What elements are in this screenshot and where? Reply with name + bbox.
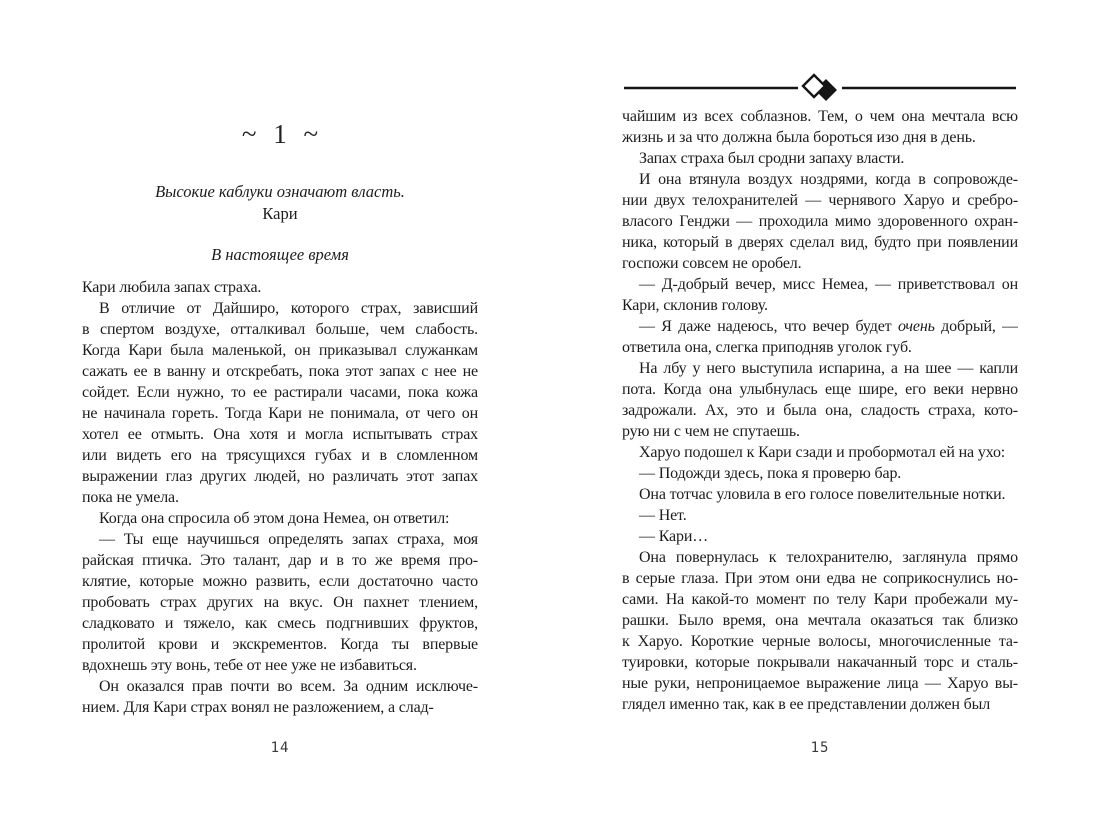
text-line-content: власого Генджи — проходила мимо здоровенного охран- [622,213,1018,230]
text-line-content: — Ты еще научишься определять запах страха, моя [99,531,478,548]
text-line [82,592,478,613]
text-line-content: — Нет. [639,507,687,524]
text-line [622,358,1018,379]
text-line-content: глядел именно так, как в ее представлении должен был [622,696,991,713]
text-line-content: пота. Когда она улыбнулась еще шире, его веки нервно [622,381,1018,398]
text-line-content: в спертом воздухе, отталкивал больше, чем слабость. [82,321,478,338]
text-line [622,673,1018,694]
text-line-content: сладковато и тяжело, как смесь подгнивших фруктов, [82,615,478,632]
text-line-content: На лбу у него выступила испарина, а на шее — капли [639,360,1018,377]
text-line [82,466,478,487]
text-line [82,550,478,571]
page-right [622,0,1018,825]
text-line-content: Когда она спросила об этом дона Немеа, он ответил: [99,510,450,527]
text-line-content: И она втянула воздух ноздрями, когда в сопровожде- [639,171,1018,188]
text-line-content: сойдет. Если нужно, то ее растирали часами, пока кожа [82,384,478,401]
section-divider-ornament [622,72,1018,104]
text-line [82,424,478,445]
text-line-content: Запах страха был сродни запаху власти. [639,150,905,167]
section-heading: В настоящее время [211,245,349,264]
text-line [622,211,1018,232]
text-line [622,274,1018,295]
text-line [622,421,1018,442]
page-left [82,0,478,825]
text-line [82,571,478,592]
text-line [82,319,478,340]
text-line [622,589,1018,610]
text-line-content: сажать ее в ванну и отскребать, пока этот запах с нее не [82,363,478,380]
text-line [622,694,1018,715]
text-line [82,613,478,634]
text-line-content: рашки. Было время, она мечтала оказаться так близко [622,612,1018,629]
text-line-content: сами. На какой-то момент по телу Кари пробежали му- [622,591,1018,608]
body-text-left [82,277,478,718]
text-line [82,298,478,319]
text-line [622,526,1018,547]
text-line-content: чайшим из всех соблазнов. Тем, о чем она мечтала всю [622,108,1018,125]
text-line [622,316,1018,337]
text-line-content: или видеть его на трясущихся губах и в сломленном [82,447,478,464]
text-line [82,529,478,550]
text-line [622,463,1018,484]
text-line-content: Она повернулась к телохранителю, заглянула прямо [639,549,1018,566]
text-line-content: — Кари… [639,528,709,545]
text-line [622,442,1018,463]
text-line [622,169,1018,190]
text-line [622,148,1018,169]
text-line [82,445,478,466]
text-line-content: хотел ее отмыть. Она хотя и могла испытывать страх [82,426,478,443]
text-line [622,610,1018,631]
text-line-content: ные руки, непроницаемое выражение лица — Харуо вы- [622,675,1018,692]
text-line [622,106,1018,127]
text-line [82,634,478,655]
text-line-content: Харуо подошел к Кари сзади и пробормотал ей на ухо: [639,444,1006,461]
text-line [82,403,478,424]
text-line-content: в серые глаза. При этом они едва не соприкоснулись но- [622,570,1018,587]
text-line-content: Она тотчас уловила в его голосе повелительные нотки. [639,486,1006,503]
text-line-content: ответила она, слегка приподняв уголок губ. [622,339,912,356]
text-line [622,127,1018,148]
text-line-content: Он оказался прав почти во всем. За одним исключе- [99,678,478,695]
text-line-content: ника, который в дверях сделал вид, будто при появлении [622,234,1018,251]
text-line [622,337,1018,358]
text-line [82,655,478,676]
body-text-right [622,106,1018,715]
text-line [82,340,478,361]
text-line-content: рую ни с чем не спутаешь. [622,423,800,440]
text-line [622,568,1018,589]
text-line-content: нии двух телохранителей — чернявого Харуо и сребро- [622,192,1018,209]
text-line-content: госпожи совсем не оробел. [622,255,802,272]
text-line [82,676,478,697]
page-number-left: 14 [270,740,290,756]
text-line-content: вдохнешь эту вонь, тебе от нее уже не избавиться. [82,657,417,674]
text-line [82,277,478,298]
text-line [622,547,1018,568]
text-line [622,295,1018,316]
text-line-content: нием. Для Кари страх вонял не разложением, а слад- [82,699,434,716]
text-line [622,400,1018,421]
text-line-content: пока не умела. [82,489,179,506]
text-line-content: Кари, склонив голову. [622,297,768,314]
text-line-content: пролитой крови и экскрементов. Когда ты впервые [82,636,478,653]
text-line-content: райская птичка. Это талант, дар и в то же время про- [82,552,478,569]
text-line-content: туировки, которые покрывали накачанный торс и сталь- [622,654,1018,671]
text-line [622,505,1018,526]
text-line [622,232,1018,253]
text-line-content: — Д-добрый вечер, мисс Немеа, — приветствовал он [639,276,1018,293]
text-line [622,652,1018,673]
text-line [622,190,1018,211]
text-line [82,508,478,529]
text-line [82,361,478,382]
text-line [82,382,478,403]
epigraph-text: Высокие каблуки означают власть. [155,182,405,201]
chapter-heading: ~ 1 ~ [241,119,319,149]
text-line [622,379,1018,400]
page-number-right: 15 [810,740,830,756]
text-line [622,484,1018,505]
epigraph [82,181,478,225]
epigraph-attribution: Кари [262,204,298,223]
text-line-content: — Подожди здесь, пока я проверю бар. [639,465,902,482]
text-line-content: жизнь и за что должна была бороться изо дня в день. [622,129,976,146]
text-line-content: задрожали. Ах, это и была она, сладость страха, кото- [622,402,1018,419]
text-line-content: не начинала гореть. Тогда Кари не понимала, от чего он [82,405,478,422]
text-line [622,631,1018,652]
text-line [82,697,478,718]
text-line-content: выражении глаз других людей, но различать этот запах [82,468,478,485]
text-line [82,487,478,508]
text-line-content: — Я даже надеюсь, что вечер будет очень добрый, — [639,318,1018,335]
text-line-content: Кари любила запах страха. [82,279,262,296]
text-line-content: клятие, которые можно развить, если достаточно часто [82,573,478,590]
text-line-content: Когда Кари была маленькой, он приказывал служанкам [82,342,478,359]
text-line [622,253,1018,274]
text-line-content: к Харуо. Короткие черные волосы, многочисленные та- [622,633,1018,650]
text-line-content: пробовать страх других на вкус. Он пахнет тлением, [82,594,478,611]
text-line-content: В отличие от Дайширо, которого страх, зависший [99,300,478,317]
